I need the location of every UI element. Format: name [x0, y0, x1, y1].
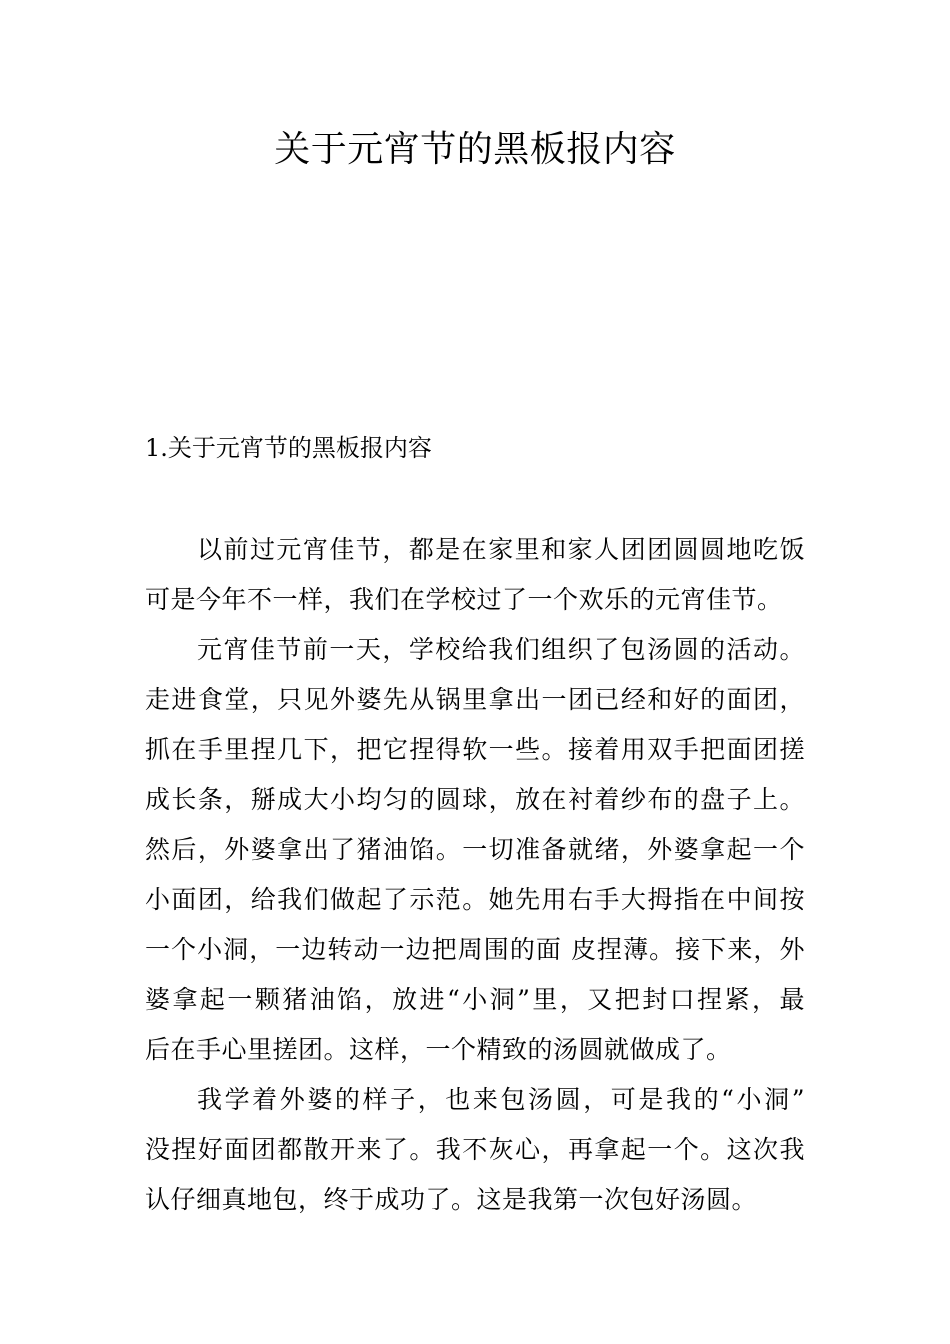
text-line: 一个小洞，一边转动一边把周围的面 皮捏薄。接下来，外 — [145, 935, 805, 964]
text-line: 然后，外婆拿出了猪油馅。一切准备就绪，外婆拿起一个 — [145, 835, 805, 864]
text-line: 后在手心里搓团。这样，一个精致的汤圆就做成了。 — [145, 1035, 732, 1064]
page-title: 关于元宵节的黑板报内容 — [274, 129, 676, 170]
text-line: 认仔细真地包，终于成功了。这是我第一次包好汤圆。 — [145, 1185, 758, 1214]
text-line: 我学着外婆的样子，也来包汤圆，可是我的“小洞” — [197, 1085, 805, 1114]
text-line: 可是今年不一样，我们在学校过了一个欢乐的元宵佳节。 — [145, 585, 783, 614]
body-text — [145, 525, 805, 1225]
text-line: 以前过元宵佳节，都是在家里和家人团团圆圆地吃饭 — [197, 535, 805, 564]
section-heading: 1.关于元宵节的黑板报内容 — [145, 434, 432, 462]
text-line: 元宵佳节前一天，学校给我们组织了包汤圆的活动。 — [197, 635, 805, 664]
text-line: 婆拿起一颗猪油馅，放进“小洞”里，又把封口捏紧，最 — [145, 985, 805, 1014]
text-line: 小面团，给我们做起了示范。她先用右手大拇指在中间按 — [145, 885, 805, 914]
text-line: 成长条，掰成大小均匀的圆球，放在衬着纱布的盘子上。 — [145, 785, 805, 814]
text-line: 走进食堂，只见外婆先从锅里拿出一团已经和好的面团， — [145, 685, 805, 714]
text-line: 抓在手里捏几下，把它捏得软一些。接着用双手把面团搓 — [145, 735, 805, 764]
text-line: 没捏好面团都散开来了。我不灰心，再拿起一个。这次我 — [145, 1135, 805, 1164]
